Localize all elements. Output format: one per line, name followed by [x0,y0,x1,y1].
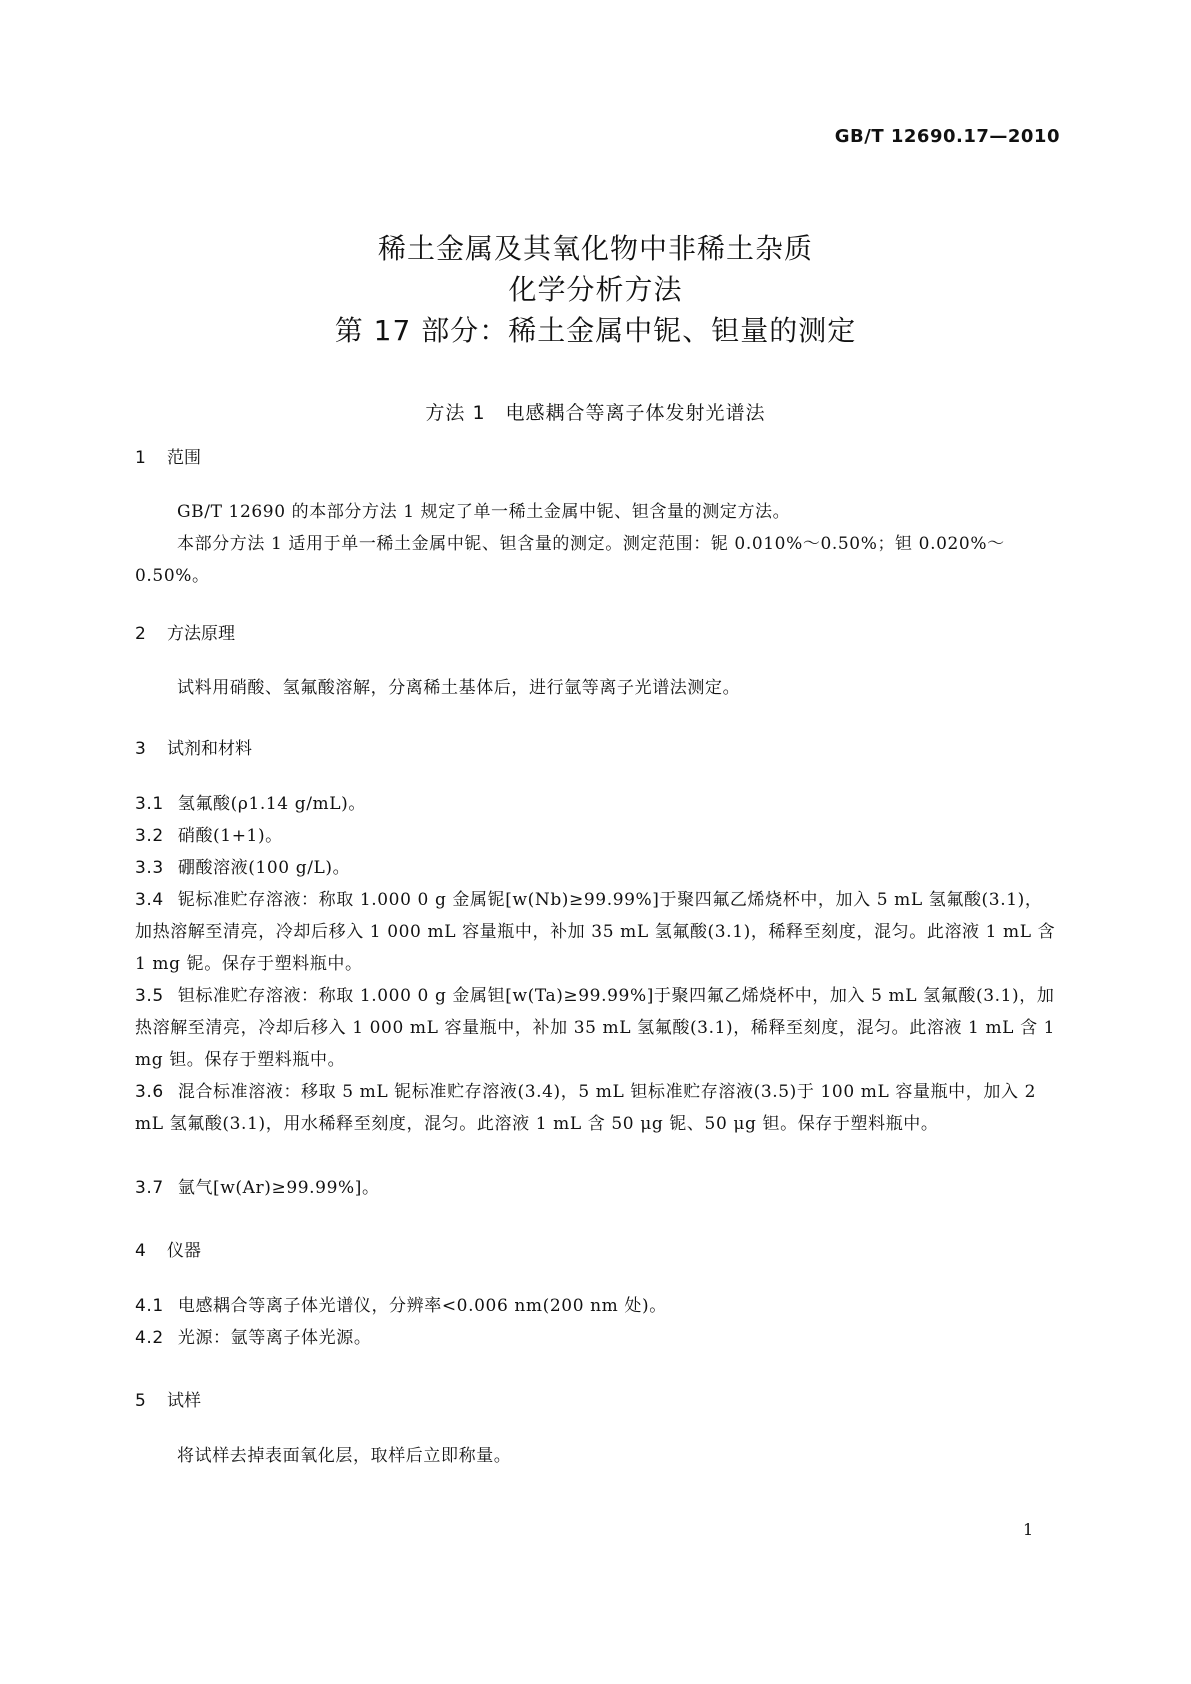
item-text: 光源：氩等离子体光源。 [177,1328,372,1348]
title-line-1: 稀土金属及其氧化物中非稀土杂质 [377,232,813,265]
list-item [135,1322,1056,1354]
item-number: 3.4 [135,890,164,910]
list-item [135,852,1056,884]
item-text: 硝酸(1+1)。 [177,826,283,846]
section-2-paragraph-1: 试料用硝酸、氢氟酸溶解，分离稀土基体后，进行氩等离子光谱法测定。 [177,678,741,698]
section-number: 5 [135,1391,146,1411]
list-item [135,1290,1056,1322]
list-item [135,980,1056,1076]
item-number: 3.2 [135,826,164,846]
section-number: 1 [135,448,146,468]
item-number: 4.2 [135,1328,164,1348]
item-number: 3.1 [135,794,164,814]
section-title: 试剂和材料 [167,739,252,759]
item-number: 3.7 [135,1178,164,1198]
list-item [135,884,1056,980]
section-1-heading [135,443,201,468]
list-item [135,788,1056,820]
item-number: 4.1 [135,1296,164,1316]
method-title: 方法 1 电感耦合等离子体发射光谱法 [425,402,766,424]
section-1-paragraph-1: GB/T 12690 的本部分方法 1 规定了单一稀土金属中铌、钽含量的测定方法。 [177,502,791,522]
item-text: 硼酸溶液(100 g/L)。 [177,858,351,878]
item-number: 3.5 [135,986,164,1006]
section-4-heading [135,1236,201,1261]
section-1-paragraph-2: 本部分方法 1 适用于单一稀土金属中铌、钽含量的测定。测定范围：铌 0.010%～0.50%；钽 0.020%～0.50%。 [135,534,1005,586]
section-title: 方法原理 [167,624,235,644]
item-number: 3.6 [135,1082,164,1102]
item-text: 铌标准贮存溶液：称取 1.000 0 g 金属铌[w(Nb)≥99.99%]于聚四氟乙烯烧杯中，加入 5 mL 氢氟酸(3.1)，加热溶解至清亮，冷却后移入 1 000 mL 容量瓶中，补加 35 mL 氢氟酸(3.1)，稀释至刻度，混匀。此溶液 1 mL 含 1 mg 铌。保存于塑料瓶中。 [135,890,1056,974]
section-title: 范围 [167,448,201,468]
list-item [135,1172,1056,1204]
item-number: 3.3 [135,858,164,878]
section-3-heading [135,734,252,759]
list-item [135,1076,1056,1140]
section-number: 4 [135,1241,146,1261]
list-item [135,820,1056,852]
title-line-3: 第 17 部分：稀土金属中铌、钽量的测定 [334,314,857,347]
section-5-heading [135,1386,201,1411]
section-number: 3 [135,739,146,759]
standard-code: GB/T 12690.17—2010 [834,126,1060,147]
section-title: 试样 [167,1391,201,1411]
title-line-2: 化学分析方法 [508,273,683,306]
page-number: 1 [1023,1520,1034,1539]
item-text: 混合标准溶液：移取 5 mL 铌标准贮存溶液(3.4)，5 mL 钽标准贮存溶液(3.5)于 100 mL 容量瓶中，加入 2 mL 氢氟酸(3.1)，用水稀释至刻度，混匀。此溶液 1 mL 含 50 μg 铌、50 μg 钽。保存于塑料瓶中。 [135,1082,1036,1134]
section-number: 2 [135,624,146,644]
item-text: 氢氟酸(ρ1.14 g/mL)。 [177,794,366,814]
item-text: 钽标准贮存溶液：称取 1.000 0 g 金属钽[w(Ta)≥99.99%]于聚四氟乙烯烧杯中，加入 5 mL 氢氟酸(3.1)，加热溶解至清亮，冷却后移入 1 000 mL 容量瓶中，补加 35 mL 氢氟酸(3.1)，稀释至刻度，混匀。此溶液 1 mL 含 1 mg 钽。保存于塑料瓶中。 [135,986,1056,1070]
section-5-paragraph-1: 将试样去掉表面氧化层，取样后立即称量。 [177,1446,512,1466]
item-text: 电感耦合等离子体光谱仪，分辨率<0.006 nm(200 nm 处)。 [177,1296,667,1316]
section-2-heading [135,619,235,644]
item-text: 氩气[w(Ar)≥99.99%]。 [177,1178,380,1198]
section-title: 仪器 [167,1241,201,1261]
